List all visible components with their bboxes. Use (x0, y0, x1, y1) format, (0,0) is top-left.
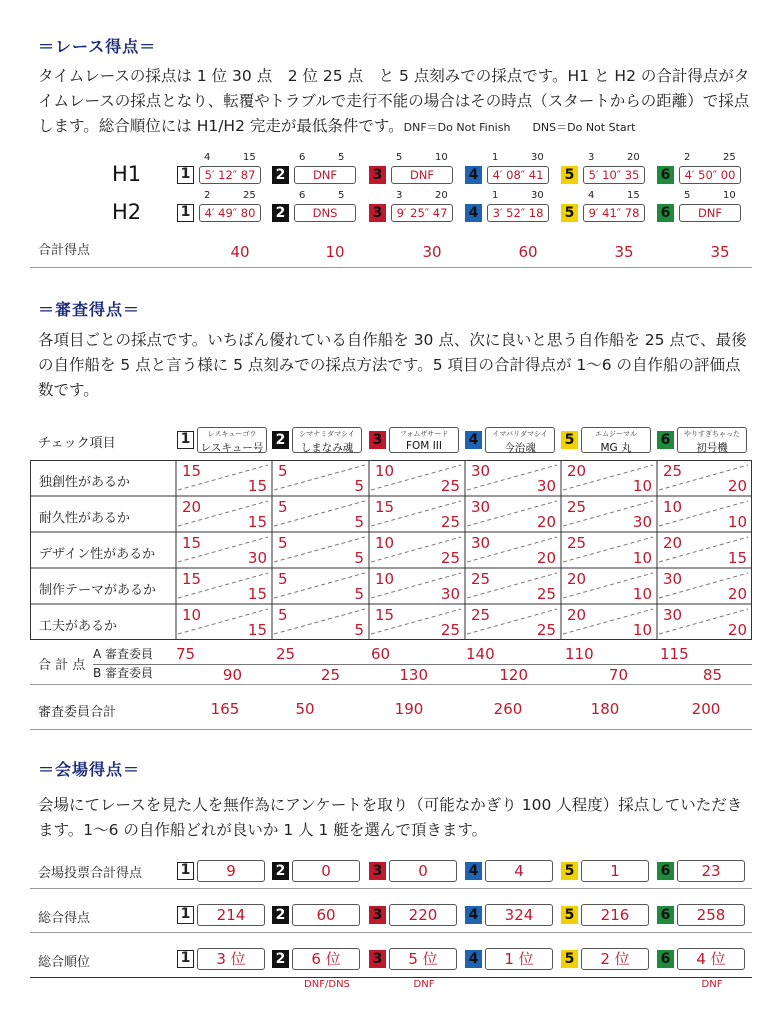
grand-total-value: 165 (210, 700, 240, 718)
boat-name: レスキュー号 (200, 442, 264, 454)
judge-b-score: 30 (536, 477, 556, 495)
race-total-value: 40 (230, 243, 250, 261)
heat-points: 25 (243, 190, 256, 201)
grand-total-value: 190 (394, 700, 424, 718)
heat-rank: 6 (299, 152, 306, 163)
boat-number-badge: 2 (272, 950, 289, 968)
boat-kana: イマバリダマシイ (492, 430, 548, 438)
judge-b-score: 15 (727, 549, 747, 567)
divider (30, 267, 752, 268)
boat-name-box (677, 427, 747, 453)
judge-a-score: 20 (567, 462, 587, 480)
judge-b-total: 25 (320, 666, 340, 684)
race-description (38, 64, 753, 140)
judge-b-score: 5 (354, 621, 364, 639)
judge-a-score: 25 (663, 462, 683, 480)
venue-value: 258 (677, 904, 745, 926)
heat-points: 5 (338, 190, 345, 201)
heat-rank: 4 (588, 190, 595, 201)
heat-points: 25 (723, 152, 736, 163)
judge-b-label: B 審査委員 (93, 666, 154, 680)
boat-number-badge: 2 (272, 204, 289, 222)
judge-b-total: 130 (399, 666, 428, 684)
grand-total-value: 180 (590, 700, 620, 718)
judge-a-total: 75 (176, 645, 196, 663)
boat-number-badge: 2 (272, 166, 289, 184)
judge-b-score: 25 (440, 477, 460, 495)
venue-section-title: ＝会場得点＝ (38, 760, 141, 779)
boat-number-badge: 5 (561, 862, 578, 880)
judge-b-score: 15 (247, 477, 267, 495)
judge-a-score: 30 (471, 462, 491, 480)
heat-time: 9′ 25″ 47 (391, 204, 453, 222)
judge-a-score: 15 (182, 534, 202, 552)
heat-points: 15 (627, 190, 640, 201)
criterion-label: 制作テーマがあるか (39, 583, 157, 598)
judge-a-label: A 審査委員 (93, 647, 154, 661)
boat-number-badge: 1 (177, 950, 194, 968)
judge-b-score: 25 (440, 513, 460, 531)
boat-name-box (485, 427, 555, 453)
boat-number-badge: 1 (177, 906, 194, 924)
venue-value: 1 位 (485, 948, 553, 970)
heat-rank: 6 (299, 190, 306, 201)
boat-number-badge: 4 (465, 204, 482, 222)
judge-a-score: 25 (567, 534, 587, 552)
judge-a-score: 5 (278, 534, 288, 552)
judge-b-score: 25 (536, 621, 556, 639)
judge-b-score: 5 (354, 585, 364, 603)
boat-number-badge: 1 (177, 862, 194, 880)
venue-value: 214 (197, 904, 265, 926)
heat-time: DNS (294, 204, 356, 222)
race-total-value: 60 (518, 243, 538, 261)
judge-a-score: 30 (663, 570, 683, 588)
boat-number-badge: 1 (177, 431, 194, 449)
judge-a-total: 140 (466, 645, 495, 663)
status-footnote: DNF/DNS (304, 979, 350, 990)
race-total-value: 35 (614, 243, 634, 261)
judge-b-total: 85 (702, 666, 722, 684)
heat-time: 4′ 08″ 41 (487, 166, 549, 184)
judge-b-total: 90 (222, 666, 242, 684)
heat-rank: 5 (396, 152, 403, 163)
race-description-text: タイムレースの採点は 1 位 30 点 2 位 25 点 と 5 点刻みでの採点です。H1 と H2 の合計得点がタイムレースの採点となり、転覆やトラブルで走行不能の場合はその時点（スタートからの距離）で採点します。総合順位には H1/H2 完走が最低条件です。 (38, 67, 750, 135)
boat-number-badge: 6 (657, 204, 674, 222)
venue-value: 5 位 (389, 948, 457, 970)
boat-name-box (197, 427, 267, 453)
boat-number-badge: 3 (369, 166, 386, 184)
boat-name: MG 丸 (600, 442, 632, 454)
judge-a-score: 15 (182, 462, 202, 480)
heat-label: H1 (112, 162, 142, 186)
judge-b-score: 10 (632, 477, 652, 495)
judge-score-grid (30, 460, 752, 640)
venue-value: 6 位 (292, 948, 360, 970)
boat-number-badge: 3 (369, 950, 386, 968)
judge-a-score: 5 (278, 498, 288, 516)
boat-kana: フォムザサード (399, 430, 449, 438)
venue-value: 2 位 (581, 948, 649, 970)
judge-b-score: 25 (440, 621, 460, 639)
judge-a-score: 5 (278, 462, 288, 480)
race-dnf-note: DNF＝Do Not Finish DNS＝Do Not Start (403, 121, 636, 134)
judge-a-score: 10 (375, 462, 395, 480)
heat-time: 3′ 52″ 18 (487, 204, 549, 222)
divider (30, 977, 752, 978)
judge-b-score: 10 (632, 621, 652, 639)
boat-number-badge: 4 (465, 906, 482, 924)
boat-number-badge: 3 (369, 431, 386, 449)
judge-b-score: 15 (247, 621, 267, 639)
judge-a-score: 15 (375, 498, 395, 516)
venue-value: 3 位 (197, 948, 265, 970)
boat-kana: レスキューゴウ (207, 430, 257, 438)
judge-a-score: 20 (567, 606, 587, 624)
status-footnote: DNF (413, 979, 435, 990)
heat-label: H2 (112, 200, 142, 224)
boat-number-badge: 4 (465, 950, 482, 968)
boat-number-badge: 5 (561, 204, 578, 222)
judge-a-score: 20 (567, 570, 587, 588)
judge-b-score: 10 (632, 549, 652, 567)
venue-row-label: 総合得点 (38, 911, 91, 926)
boat-number-badge: 6 (657, 906, 674, 924)
grand-total-label: 審査委員合計 (38, 705, 117, 720)
boat-name: 初号機 (696, 442, 728, 454)
heat-time: 4′ 49″ 80 (199, 204, 261, 222)
boat-number-badge: 6 (657, 950, 674, 968)
heat-time: DNF (679, 204, 741, 222)
grand-total-value: 200 (691, 700, 721, 718)
judge-b-score: 15 (247, 513, 267, 531)
divider (93, 664, 752, 665)
boat-name: FOM III (406, 440, 442, 452)
grand-total-value: 260 (493, 700, 523, 718)
judge-b-score: 25 (440, 549, 460, 567)
boat-name: しまなみ魂 (300, 442, 354, 454)
boat-number-badge: 3 (369, 862, 386, 880)
heat-rank: 3 (396, 190, 403, 201)
boat-number-badge: 3 (369, 204, 386, 222)
judge-b-score: 5 (354, 513, 364, 531)
race-total-value: 35 (710, 243, 730, 261)
heat-rank: 3 (588, 152, 595, 163)
boat-number-badge: 3 (369, 906, 386, 924)
boat-number-badge: 5 (561, 166, 578, 184)
boat-number-badge: 5 (561, 906, 578, 924)
boat-number-badge: 4 (465, 166, 482, 184)
divider (30, 729, 752, 730)
divider (30, 932, 752, 933)
boat-number-badge: 1 (177, 166, 194, 184)
boat-kana: やりすぎちゃった (684, 430, 740, 438)
heat-time: 4′ 50″ 00 (679, 166, 741, 184)
criterion-label: 耐久性があるか (39, 511, 131, 526)
heat-points: 30 (531, 190, 544, 201)
judge-a-score: 30 (471, 534, 491, 552)
venue-description: 会場にてレースを見た人を無作為にアンケートを取り（可能なかぎり 100 人程度）採点していただきます。1〜6 の自作船どれが良いか 1 人 1 艇を選んで頂きます。 (38, 796, 743, 839)
judge-b-score: 20 (727, 477, 747, 495)
judge-b-score: 15 (247, 585, 267, 603)
heat-time: 5′ 12″ 87 (199, 166, 261, 184)
boat-number-badge: 5 (561, 431, 578, 449)
heat-rank: 1 (492, 152, 499, 163)
boat-number-badge: 4 (465, 862, 482, 880)
boat-number-badge: 1 (177, 204, 194, 222)
grand-total-value: 50 (295, 700, 315, 718)
judge-a-total: 110 (565, 645, 594, 663)
divider (30, 888, 752, 889)
venue-value: 4 位 (677, 948, 745, 970)
heat-points: 15 (243, 152, 256, 163)
judge-a-score: 10 (182, 606, 202, 624)
heat-rank: 2 (684, 152, 691, 163)
venue-value: 220 (389, 904, 457, 926)
race-total-value: 10 (325, 243, 345, 261)
heat-points: 10 (723, 190, 736, 201)
judge-b-total: 120 (499, 666, 528, 684)
heat-points: 20 (627, 152, 640, 163)
boat-number-badge: 6 (657, 862, 674, 880)
judge-b-score: 20 (536, 513, 556, 531)
judge-a-score: 25 (471, 606, 491, 624)
venue-value: 0 (292, 860, 360, 882)
heat-time: 5′ 10″ 35 (583, 166, 645, 184)
divider (30, 684, 752, 685)
sum-label: 合 計 点 (38, 658, 86, 673)
venue-value: 1 (581, 860, 649, 882)
boat-name-box (581, 427, 651, 453)
judge-a-score: 25 (567, 498, 587, 516)
venue-value: 0 (389, 860, 457, 882)
judge-a-score: 30 (663, 606, 683, 624)
boat-name-box (389, 427, 459, 453)
boat-number-badge: 6 (657, 431, 674, 449)
boat-number-badge: 2 (272, 906, 289, 924)
judge-b-score: 20 (727, 585, 747, 603)
judge-b-score: 30 (440, 585, 460, 603)
judge-a-score: 25 (471, 570, 491, 588)
venue-value: 4 (485, 860, 553, 882)
judge-b-score: 10 (727, 513, 747, 531)
judge-b-total: 70 (608, 666, 628, 684)
judge-b-score: 20 (536, 549, 556, 567)
judge-b-score: 30 (247, 549, 267, 567)
check-items-label: チェック項目 (38, 436, 116, 451)
judge-section-title: ＝審査得点＝ (38, 300, 141, 319)
judge-b-score: 20 (727, 621, 747, 639)
venue-value: 23 (677, 860, 745, 882)
boat-number-badge: 2 (272, 862, 289, 880)
heat-rank: 5 (684, 190, 691, 201)
heat-rank: 1 (492, 190, 499, 201)
total-label: 合計得点 (38, 243, 91, 258)
judge-b-score: 10 (632, 585, 652, 603)
judge-b-score: 30 (632, 513, 652, 531)
judge-a-score: 5 (278, 570, 288, 588)
judge-a-total: 115 (660, 645, 689, 663)
judge-description: 各項目ごとの採点です。いちばん優れている自作船を 30 点、次に良いと思う自作船を 25 点で、最後の自作船を 5 点と言う様に 5 点刻みでの採点方法です。5 項目の合計得点が 1〜6 の自作船の評価点数です。 (38, 331, 747, 399)
boat-name-box (292, 427, 362, 453)
judge-a-score: 10 (375, 570, 395, 588)
heat-points: 20 (435, 190, 448, 201)
judge-a-score: 5 (278, 606, 288, 624)
judge-a-score: 10 (663, 498, 683, 516)
judge-b-score: 5 (354, 477, 364, 495)
venue-row-label: 総合順位 (38, 955, 91, 970)
boat-number-badge: 2 (272, 431, 289, 449)
judge-a-score: 10 (375, 534, 395, 552)
criterion-label: 工夫があるか (39, 619, 118, 634)
boat-number-badge: 5 (561, 950, 578, 968)
judge-a-score: 20 (182, 498, 202, 516)
heat-points: 10 (435, 152, 448, 163)
judge-a-total: 60 (371, 645, 391, 663)
boat-number-badge: 6 (657, 166, 674, 184)
boat-kana: エムジーマル (595, 430, 637, 438)
judge-b-score: 25 (536, 585, 556, 603)
judge-a-score: 15 (182, 570, 202, 588)
venue-value: 60 (292, 904, 360, 926)
heat-points: 30 (531, 152, 544, 163)
boat-kana: シマナミダマシイ (299, 430, 355, 438)
race-section-title: ＝レース得点＝ (38, 37, 157, 56)
judge-a-total: 25 (276, 645, 296, 663)
judge-b-score: 5 (354, 549, 364, 567)
judge-a-score: 15 (375, 606, 395, 624)
boat-number-badge: 4 (465, 431, 482, 449)
heat-rank: 4 (204, 152, 211, 163)
heat-time: 9′ 41″ 78 (583, 204, 645, 222)
boat-name: 今治魂 (504, 442, 536, 454)
venue-row-label: 会場投票合計得点 (38, 866, 143, 881)
venue-value: 324 (485, 904, 553, 926)
venue-value: 9 (197, 860, 265, 882)
heat-rank: 2 (204, 190, 211, 201)
race-total-value: 30 (422, 243, 442, 261)
criterion-label: デザイン性があるか (39, 547, 156, 562)
venue-value: 216 (581, 904, 649, 926)
heat-points: 5 (338, 152, 345, 163)
judge-a-score: 20 (663, 534, 683, 552)
judge-a-score: 30 (471, 498, 491, 516)
heat-time: DNF (391, 166, 453, 184)
criterion-label: 独創性があるか (39, 475, 131, 490)
status-footnote: DNF (701, 979, 723, 990)
heat-time: DNF (294, 166, 356, 184)
